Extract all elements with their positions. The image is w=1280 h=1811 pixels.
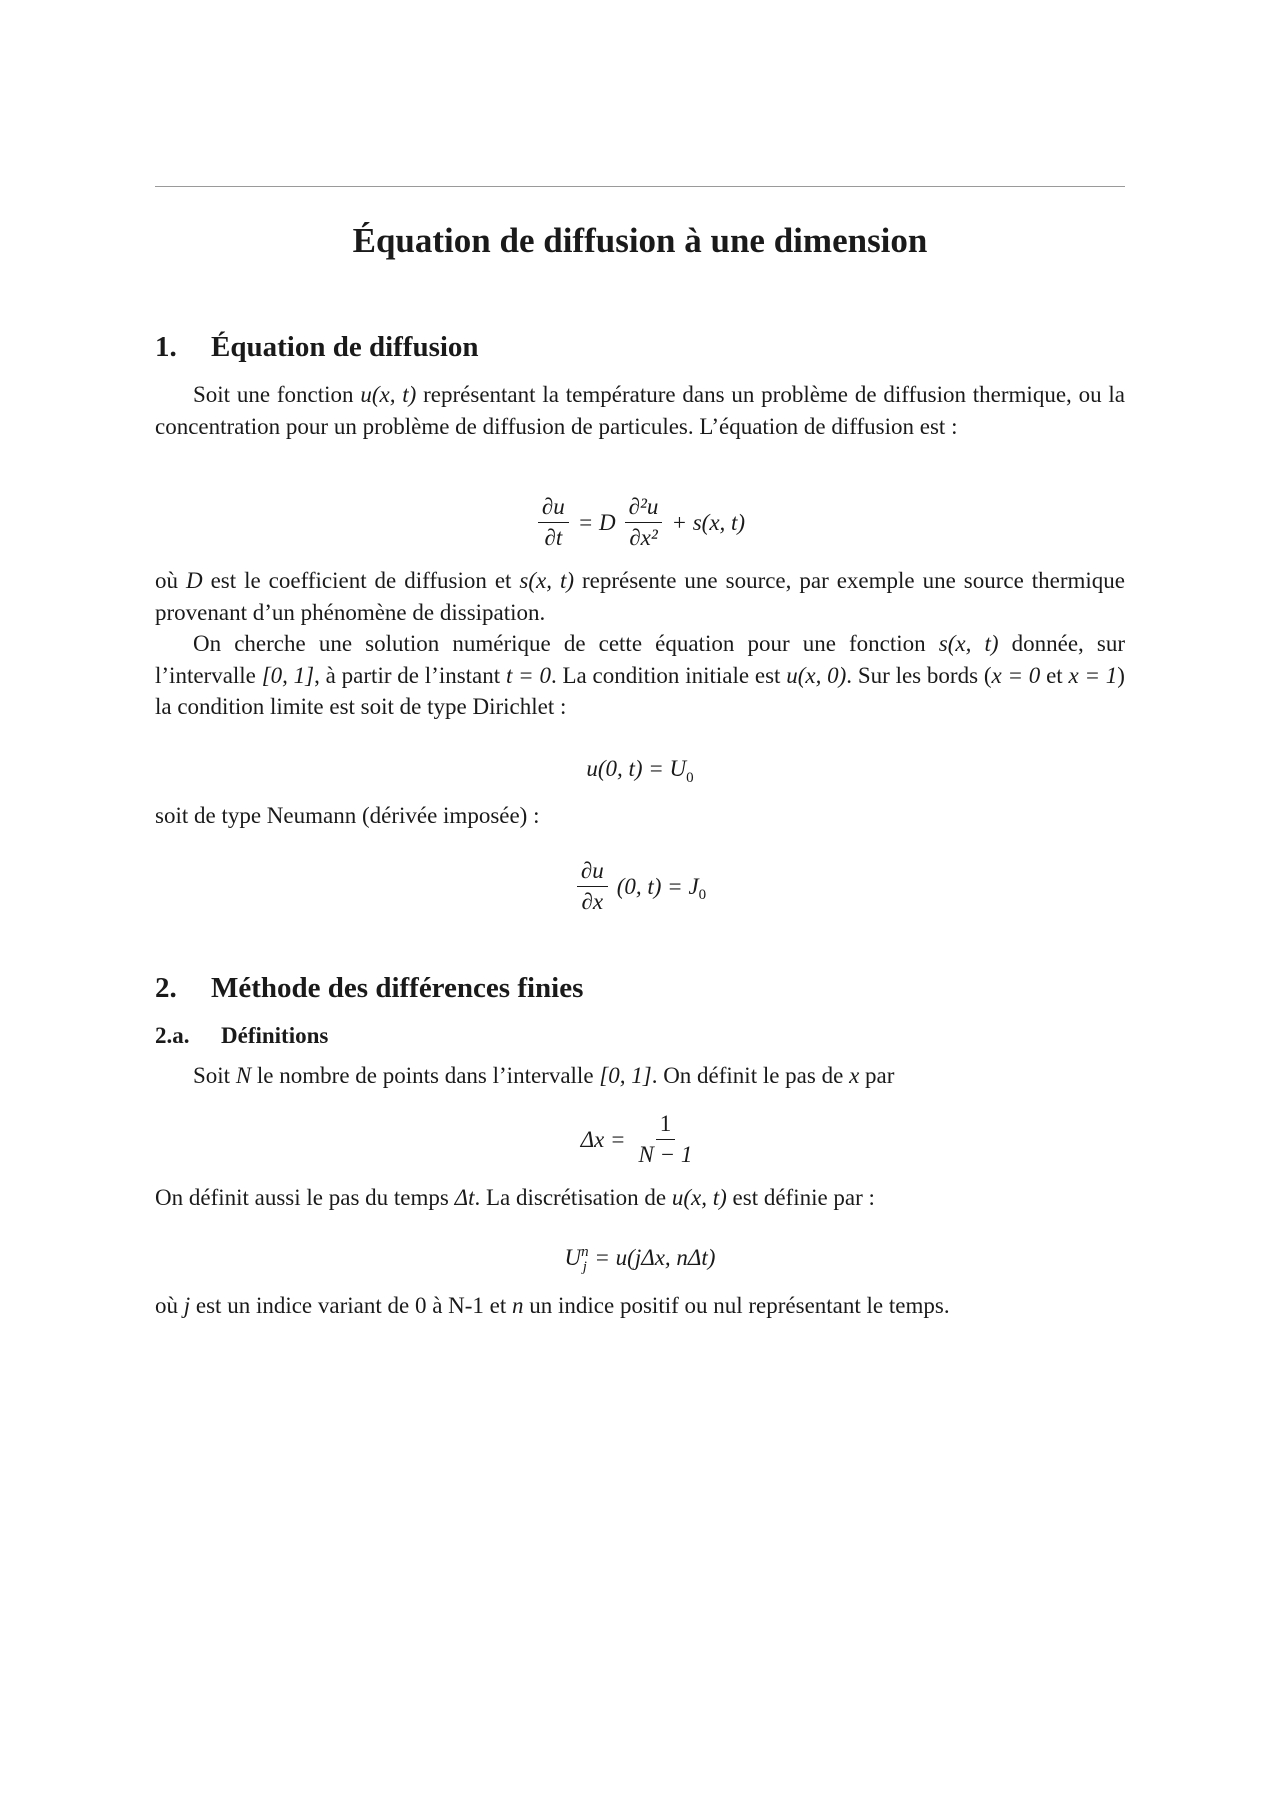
paragraph-3: On cherche une solution numérique de cette équation pour une fonction s(x, t) donnée, sur l’intervalle [0, 1], à partir de l’instant t = 0. La condition initiale est u(x, 0). Sur les bords (x = 0 et x = 1) la condition limite est soit de type Dirichlet :	[155, 631, 1126, 719]
subsection-2a-heading	[155, 1021, 328, 1051]
equation-discretisation: U n j = u(jΔx, nΔt)	[564, 1243, 716, 1275]
equation-dirichlet: u(0, $t) = U_0$	[586, 756, 694, 786]
paragraph-2: où D est le coefficient de diffusion et s(x, t) représente une source, par exemple une source thermique provenant d’un phénomène de dissipation.	[155, 568, 1126, 625]
paragraph-1: Soit une fonction u(x, t) représentant la température dans un problème de diffusion thermique, ou la concentration pour un problème de diffusion de particules. L’équation de diffusion est :	[155, 382, 1125, 439]
frac-du-dx: $\frac{\partial u}{\partial x}$	[577, 857, 608, 916]
header-rule	[155, 186, 1125, 187]
frac-d2u-dx2: $\frac{\text{∂²u}}{\text{∂x²}}$	[625, 493, 663, 552]
subsection-2a-number: 2.a.	[155, 1023, 190, 1048]
section-1-number: 1.	[155, 331, 177, 363]
subsection-2a-title: Définitions	[221, 1023, 329, 1048]
document-title: Équation de diffusion à une dimension	[352, 221, 928, 260]
equation-diffusion: $\frac{\partial u}{\partial t}$ = D $\frac{\text{∂²u}}{\text{∂x²}}$ + s(x, t)	[155, 492, 1125, 552]
equation-dx: Δx = $\frac{1}{N - 1}$	[155, 1110, 1125, 1169]
paragraph-7: où j est un indice variant de 0 à N-1 et n un indice positif ou nul représentant le temps.	[155, 1293, 950, 1318]
section-2-number: 2.	[155, 972, 177, 1004]
paragraph-6: On définit aussi le pas du temps Δt. La discrétisation de u(x, t) est définie par :	[155, 1185, 875, 1210]
paragraph-4: soit de type Neumann (dérivée imposée) :	[155, 803, 540, 828]
equation-neumann: $\frac{\partial u}{\partial x}$ (0, $t) = J_0$	[155, 856, 1125, 916]
frac-1-over-n-minus-1: $\frac{1}{N - 1}$	[638, 1111, 693, 1167]
section-1-heading	[155, 328, 479, 366]
section-2-title: Méthode des différences finies	[211, 972, 584, 1004]
paragraph-5: Soit N le nombre de points dans l’intervalle [0, 1]. On définit le pas de x par	[193, 1063, 895, 1088]
frac-du-dt: $\frac{\partial u}{\partial t}$	[538, 493, 569, 552]
section-1-title: Équation de diffusion	[211, 331, 479, 363]
section-2-heading	[155, 969, 583, 1007]
